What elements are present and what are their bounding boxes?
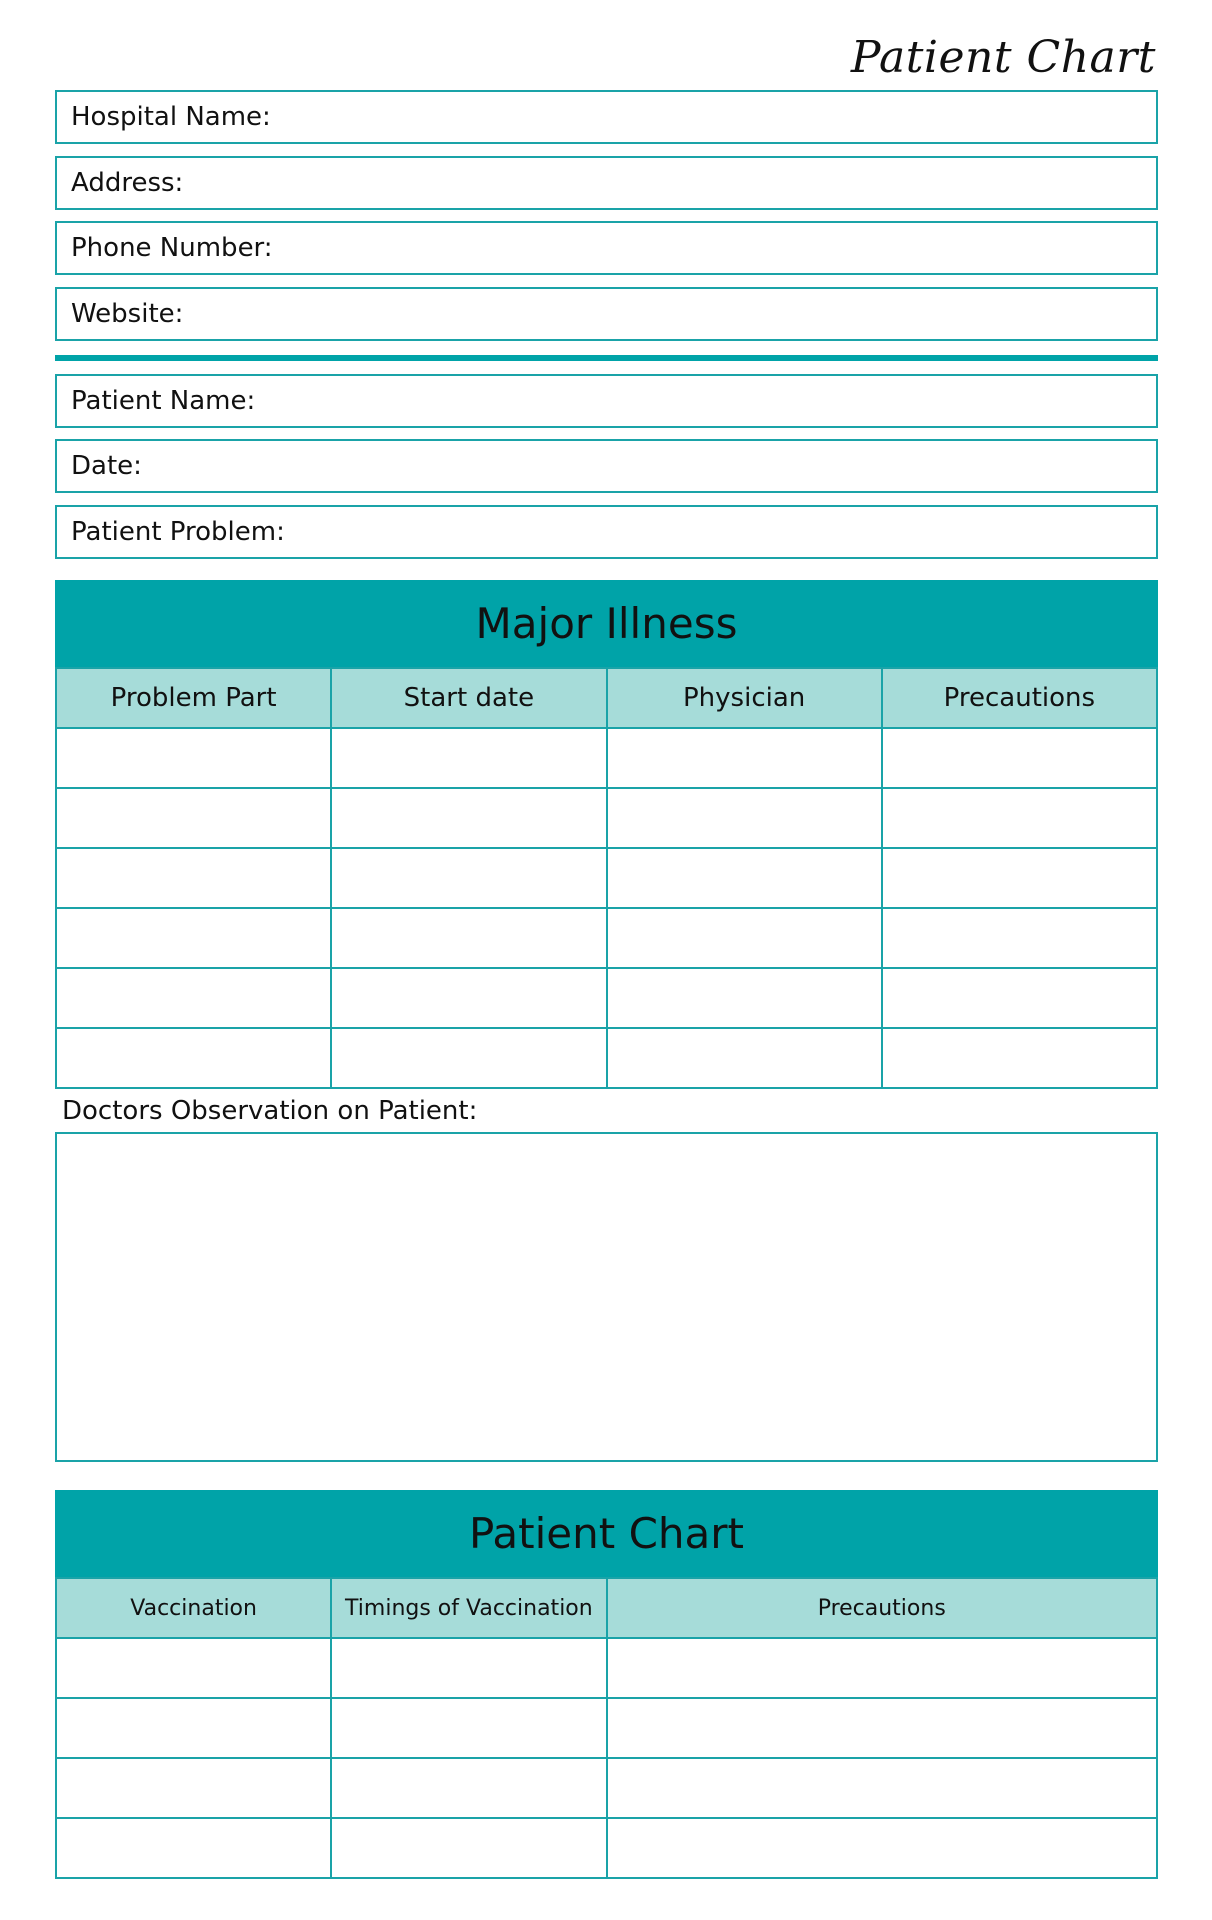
section-divider: [55, 355, 1158, 361]
table-cell[interactable]: [56, 1818, 331, 1878]
table-cell[interactable]: [331, 728, 606, 788]
vaccination-section: [55, 1490, 1158, 1879]
patient-name-label: Patient Name:: [71, 386, 256, 416]
table-header-row: [56, 1578, 1157, 1638]
table-cell[interactable]: [607, 1028, 882, 1088]
table-row: [56, 908, 1157, 968]
table-row: [56, 1028, 1157, 1088]
table-cell[interactable]: [331, 1758, 606, 1818]
document-title: Patient Chart: [850, 32, 1156, 83]
address-input[interactable]: [183, 158, 1156, 208]
table-row: [56, 788, 1157, 848]
patient-problem-field[interactable]: [55, 505, 1158, 559]
column-header-vaccination: Vaccination: [56, 1578, 331, 1638]
table-cell[interactable]: [607, 1758, 1158, 1818]
hospital-name-field[interactable]: [55, 90, 1158, 144]
table-cell[interactable]: [607, 728, 882, 788]
table-cell[interactable]: [331, 848, 606, 908]
table-row: [56, 1698, 1157, 1758]
table-row: [56, 1638, 1157, 1698]
phone-number-field[interactable]: [55, 221, 1158, 275]
vaccination-table: [55, 1577, 1158, 1879]
table-cell[interactable]: [56, 1758, 331, 1818]
table-cell[interactable]: [56, 848, 331, 908]
vaccination-title: Patient Chart: [55, 1490, 1158, 1577]
table-cell[interactable]: [56, 1698, 331, 1758]
observation-textarea[interactable]: [55, 1132, 1158, 1462]
hospital-name-label: Hospital Name:: [71, 102, 271, 132]
table-row: [56, 848, 1157, 908]
column-header-timings-of-vaccination: Timings of Vaccination: [331, 1578, 606, 1638]
observation-label: Doctors Observation on Patient:: [62, 1096, 478, 1126]
table-cell[interactable]: [607, 968, 882, 1028]
table-cell[interactable]: [56, 1028, 331, 1088]
date-input[interactable]: [142, 441, 1156, 491]
table-cell[interactable]: [331, 908, 606, 968]
column-header-precautions: Precautions: [882, 668, 1157, 728]
table-cell[interactable]: [882, 788, 1157, 848]
table-cell[interactable]: [56, 788, 331, 848]
table-cell[interactable]: [331, 1028, 606, 1088]
table-cell[interactable]: [882, 1028, 1157, 1088]
website-input[interactable]: [183, 289, 1156, 339]
major-illness-section: [55, 580, 1158, 1089]
table-cell[interactable]: [882, 968, 1157, 1028]
patient-problem-input[interactable]: [285, 507, 1156, 557]
table-header-row: [56, 668, 1157, 728]
website-field[interactable]: [55, 287, 1158, 341]
table-cell[interactable]: [882, 908, 1157, 968]
table-cell[interactable]: [607, 788, 882, 848]
patient-name-input[interactable]: [255, 376, 1156, 426]
website-label: Website:: [71, 299, 184, 329]
table-cell[interactable]: [607, 1818, 1158, 1878]
table-cell[interactable]: [607, 848, 882, 908]
table-cell[interactable]: [882, 728, 1157, 788]
table-cell[interactable]: [56, 908, 331, 968]
table-cell[interactable]: [56, 1638, 331, 1698]
table-cell[interactable]: [882, 848, 1157, 908]
date-field[interactable]: [55, 439, 1158, 493]
table-cell[interactable]: [607, 1638, 1158, 1698]
date-label: Date:: [71, 451, 142, 481]
table-row: [56, 968, 1157, 1028]
major-illness-title: Major Illness: [55, 580, 1158, 667]
patient-name-field[interactable]: [55, 374, 1158, 428]
hospital-name-input[interactable]: [271, 92, 1156, 142]
table-cell[interactable]: [607, 908, 882, 968]
table-cell[interactable]: [331, 1638, 606, 1698]
major-illness-table: [55, 667, 1158, 1089]
table-row: [56, 728, 1157, 788]
column-header-precautions: Precautions: [607, 1578, 1158, 1638]
table-cell[interactable]: [607, 1698, 1158, 1758]
address-field[interactable]: [55, 156, 1158, 210]
column-header-physician: Physician: [607, 668, 882, 728]
table-cell[interactable]: [331, 1818, 606, 1878]
table-cell[interactable]: [331, 788, 606, 848]
table-row: [56, 1758, 1157, 1818]
table-row: [56, 1818, 1157, 1878]
phone-number-input[interactable]: [273, 223, 1156, 273]
column-header-start-date: Start date: [331, 668, 606, 728]
patient-problem-label: Patient Problem:: [71, 517, 285, 547]
column-header-problem-part: Problem Part: [56, 668, 331, 728]
table-cell[interactable]: [56, 728, 331, 788]
table-cell[interactable]: [331, 1698, 606, 1758]
table-cell[interactable]: [331, 968, 606, 1028]
address-label: Address:: [71, 168, 184, 198]
phone-number-label: Phone Number:: [71, 233, 273, 263]
table-cell[interactable]: [56, 968, 331, 1028]
